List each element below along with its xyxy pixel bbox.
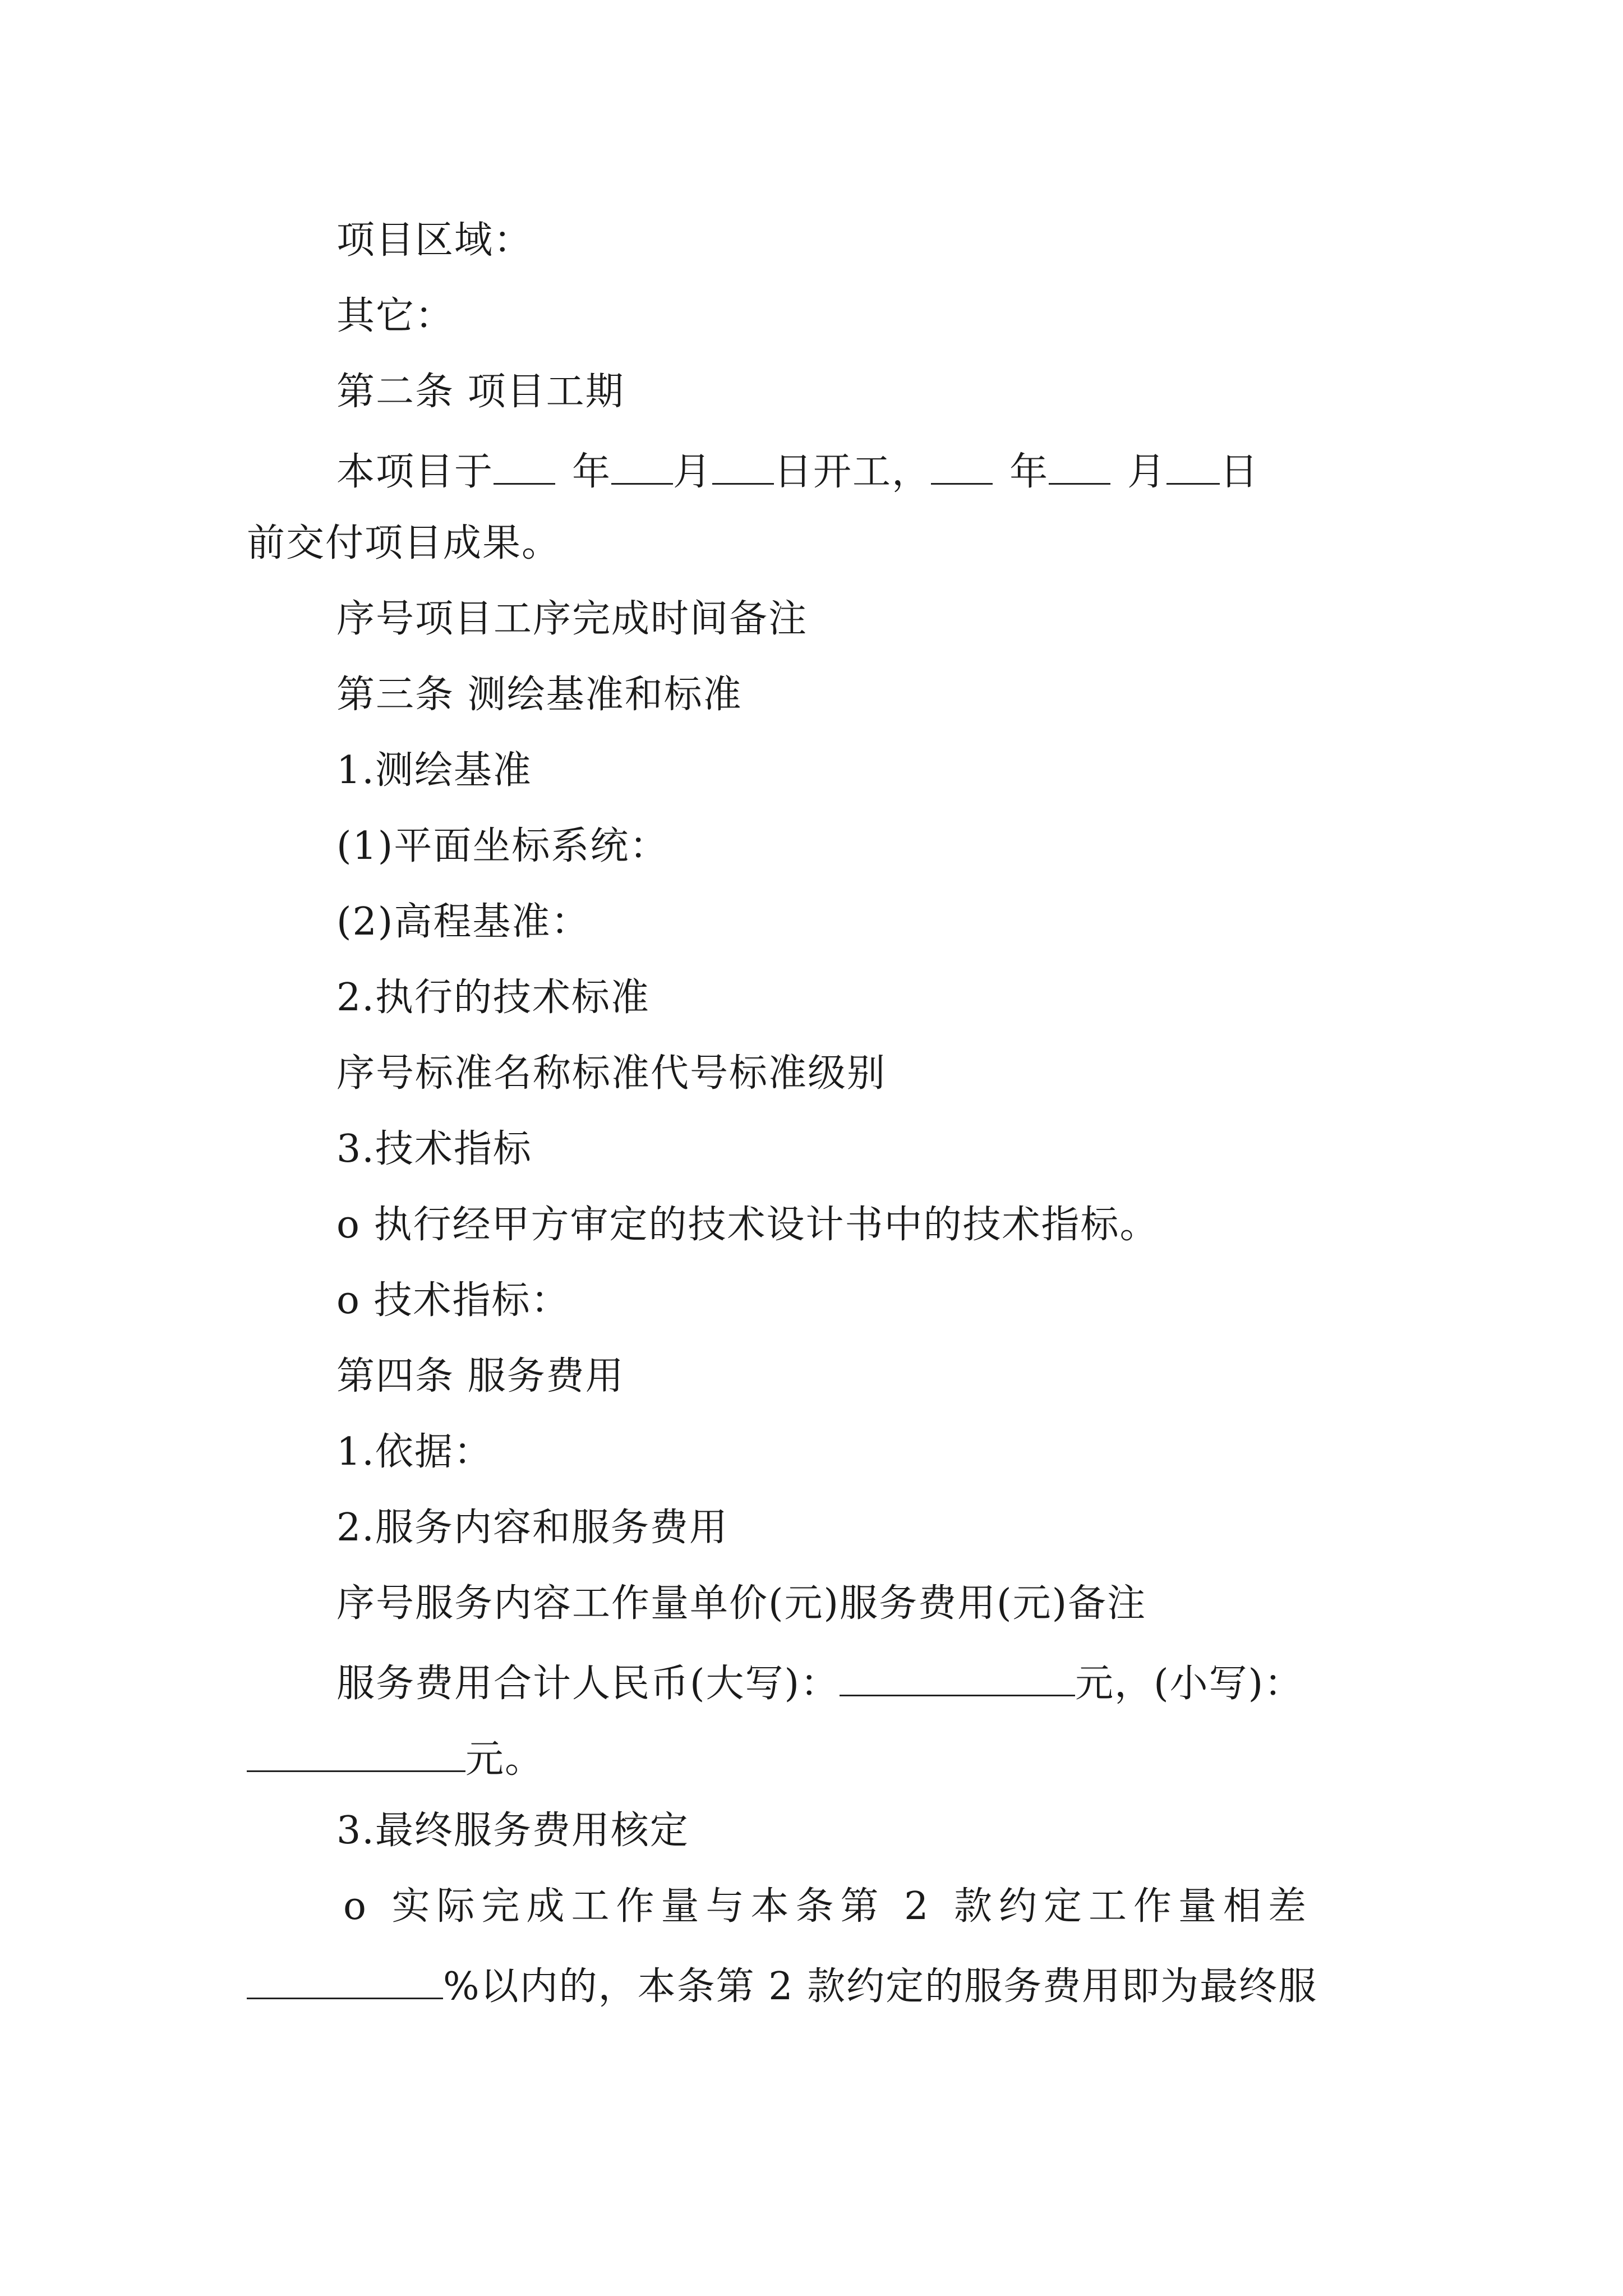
heading-article-2: 第二条 项目工期 <box>336 370 625 414</box>
text-final-fee-option-1-cont: %以内的，本条第 2 款约定的服务费用即为最终服 <box>247 1963 1317 2006</box>
blank-field <box>840 1660 1075 1696</box>
text-fee-total: 服务费用合计人民币(大写)： 元，(小写)： <box>336 1660 1303 1703</box>
text-project-area: 项目区域： <box>336 218 533 263</box>
table-header-fees: 序号服务内容工作量单价(元)服务费用(元)备注 <box>336 1581 1147 1626</box>
text-technical-standards: 2.执行的技术标准 <box>336 976 650 1020</box>
table-header-schedule: 序号项目工序完成时间备注 <box>336 597 808 641</box>
text-fee-total-cont: 元。 <box>247 1736 544 1779</box>
text-elevation-datum: (2)高程基准： <box>336 900 591 944</box>
blank-field <box>247 1736 465 1772</box>
text-survey-datum: 1.测绘基准 <box>336 748 532 793</box>
blank-field <box>247 1963 443 1999</box>
text-indicator-option-1: o 执行经甲方审定的技术设计书中的技术指标。 <box>336 1203 1159 1247</box>
heading-article-3: 第三条 测绘基准和标准 <box>336 673 743 717</box>
blank-field <box>1166 449 1220 485</box>
blank-field <box>1049 449 1110 485</box>
text-other: 其它： <box>336 294 455 338</box>
text-final-fee: 3.最终服务费用核定 <box>336 1809 689 1853</box>
text-indicator-option-2: o 技术指标： <box>336 1278 570 1323</box>
text-technical-indicators: 3.技术指标 <box>336 1127 532 1171</box>
text-final-fee-option-1: o 实际完成工作量与本条第 2 款约定工作量相差 <box>343 1884 1313 1929</box>
text-basis: 1.依据： <box>336 1430 493 1474</box>
table-header-standards: 序号标准名称标准代号标准级别 <box>336 1051 887 1096</box>
text-delivery: 前交付项目成果。 <box>247 521 561 565</box>
blank-field <box>494 449 555 485</box>
blank-field <box>611 449 673 485</box>
heading-article-4: 第四条 服务费用 <box>336 1354 625 1398</box>
text-plane-coordinate: (1)平面坐标系统： <box>336 824 669 868</box>
blank-field <box>931 449 993 485</box>
text-service-content: 2.服务内容和服务费用 <box>336 1506 728 1550</box>
text-project-schedule: 本项目于 年 月 日开工， 年 月 日 <box>336 449 1259 491</box>
blank-field <box>712 449 774 485</box>
